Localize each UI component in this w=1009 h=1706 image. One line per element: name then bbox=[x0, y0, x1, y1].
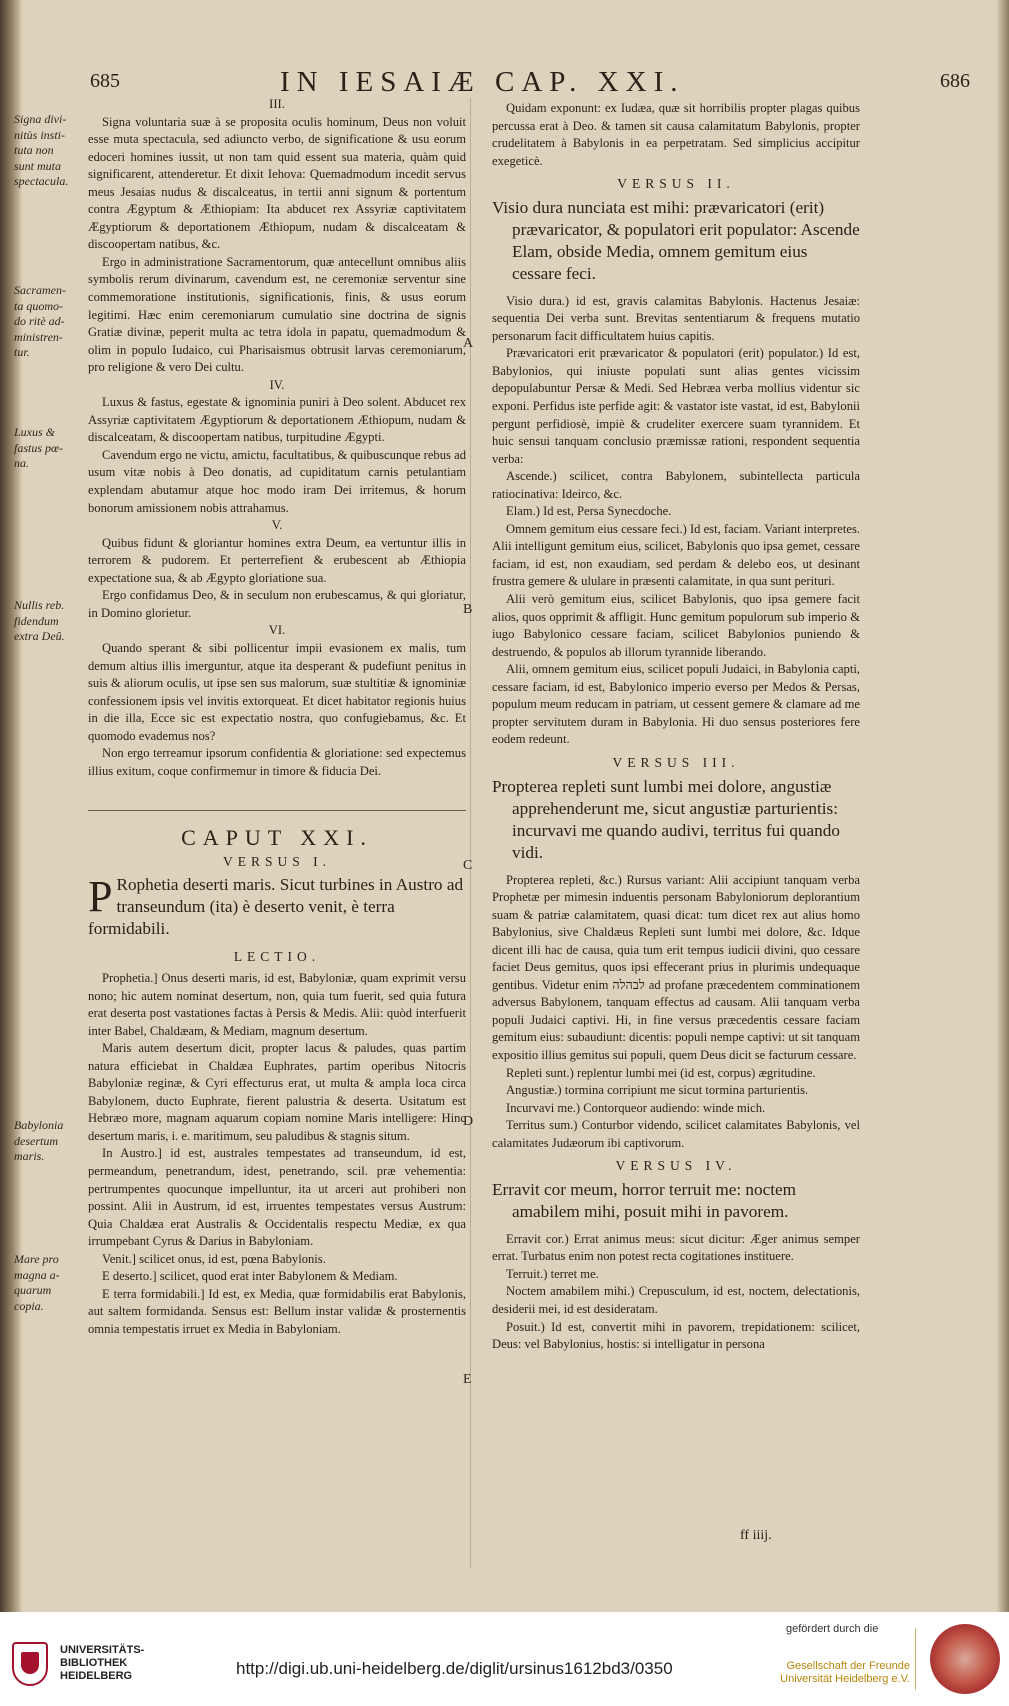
lectio-paragraph-1: Prophetia.] Onus deserti maris, id est, Babyloniæ, quam exprimit versu nono; hic autem nominat desertum, non, quia tum fuerit, sed quia futura erat deserta post vastationes factas à Persis & Medis. Alii: quòd interfuerit inter Babel, Chaldæam, & Mediam, magnum desertum. bbox=[88, 970, 466, 1038]
page-number-right: 686 bbox=[940, 70, 970, 92]
v2-paragraph-6: Alii verò gemitum eius, scilicet Babylonis, quo ipsa gemere facit alios, quos opprimit & affligit. Hunc gemitum populorum sub imperio & iugo Babylonico cessare faciam, scilicet Babylonios puniendo & destruendo, & populos ab illorum tyrannide liberando. bbox=[492, 592, 860, 659]
section-letter-b: B bbox=[463, 602, 473, 617]
heading-v: V. bbox=[271, 518, 283, 533]
versus-4-heading: VERSUS IV. bbox=[615, 1158, 737, 1174]
lectio-paragraph-3: In Austro.] id est, australes tempestates ad transeundum, id est, permeandum, penetrandum, idest, penetrando, scil. præ vehementia: pertrumpentes quocunque impelluntur, ita ut arceri aut prohiberi non possint. Alii in Austrum, id est, irruentes tempestates versus Austrum: Quia Chaldæa erat Australis & Occidentalis respectu Mediæ, ex qua irrumpebant Cyrus & Darius in Babyloniam. bbox=[88, 1146, 466, 1249]
funded-by-label: gefördert durch die bbox=[786, 1623, 879, 1635]
v2-paragraph-1: Visio dura.) id est, gravis calamitas Babylonis. Hactenus Jesaiæ: sequentia Dei verba sunt. Brevitas sententiarum & frequens mutatio personarum facit difficultatem huius capitis. bbox=[492, 293, 860, 343]
margin-note-sacramenta: Sacramen- ta quomo- do ritè ad- ministren- tur. bbox=[14, 283, 66, 359]
section-letter-a: A bbox=[463, 336, 474, 351]
v2-paragraph-4: Elam.) Id est, Persa Synecdoche. bbox=[506, 504, 672, 519]
lectio-paragraph-6: E terra formidabili.] Id est, ex Media, quæ formidabilis erat Babylonis, aut saltem formidanda. Sensus est: Bellum instar validæ & prosternentis omnia tempestatis irruet ex Media in Babyloniam. bbox=[88, 1286, 466, 1336]
paragraph-vi: Quando sperant & sibi pollicentur impii evasionem ex malis, tum demum altius illis imerguntur, atque ita desperant & pudefiunt penitus in suis & aliorum oculis, ut ipse sen sus malorum, suæ stultitiæ & ignominiæ confessionem ipsis vel invitis extorqueat. Et dicet habitator regionis huius in die illa, Ecce sic est expectatio nostra, quo confugiebamus, &c. Et quomodo evademus nos? bbox=[88, 640, 466, 743]
heading-iii: III. bbox=[269, 97, 285, 111]
lemma-verse-4: Erravit cor meum, horror terruit me: noctem amabilem mihi, posuit mihi in pavorem. bbox=[492, 1179, 797, 1221]
v4-paragraph-4: Posuit.) Id est, convertit mihi in pavorem, trepidationem: scilicet, Deus: vel Babylonius, hostis: si intelligatur in persona bbox=[492, 1319, 860, 1352]
right-column bbox=[492, 100, 860, 1354]
versus-3-heading: VERSUS III. bbox=[612, 754, 740, 770]
university-seal-icon[interactable] bbox=[930, 1624, 1000, 1694]
lectio-paragraph-2: Maris autem desertum dicit, propter lacus & paludes, quas partim natura efficiebat in Chaldæa Euphrates, partim operibus Nitocris Babyloniæ reginæ, & Cyri effecturus erat, ut multa & ampla loca circa Babylonem, ducto Euphrate, fierent palustria & deserta. Usitatum est Hebræo more, magnam aquarum copiam nomine Maris intelligere: Hinc desertum maris, i. e. maritimum, seu paludibus & stagnis situm. bbox=[88, 1041, 466, 1143]
section-letter-d: D bbox=[463, 1114, 474, 1129]
left-column bbox=[88, 96, 466, 1338]
paragraph-iii-2: Ergo in administratione Sacramentorum, quæ antecellunt omnibus aliis symbolis rerum divinarum, cavendum est, ne ceremoniæ serventur sine commemoratione institutionis, significationis, finis, & usus eorum legitimi. Hæc enim ceremoniarum cumulatio sine doctrina de signis Gratiæ divinæ, peperit multa ac tetra idola in papatu, quemadmodum & olim in populo Iudaico, cui Pharisaismus obtrusit larvas ceremoniarum, pro religione & vero Dei cultu. bbox=[88, 254, 466, 375]
section-letter-e: E bbox=[463, 1372, 472, 1387]
v2-paragraph-7: Alii, omnem gemitum eius, scilicet populi Judaici, in Babylonia capti, cessare faciam, id est, Babylonico imperio everso per Medos & Persas, populum meum reducam in patriam, ut cessent gemere & clamare ad me propter servitutem duram in Babylonia. Hi duo sensus posteriores fere eodem redeunt. bbox=[492, 662, 860, 747]
v3-paragraph-4: Incurvavi me.) Contorqueor audiendo: winde mich. bbox=[506, 1100, 766, 1115]
university-library-logo-icon[interactable] bbox=[12, 1642, 48, 1686]
margin-note-luxus: Luxus & fastus pœ- na. bbox=[14, 425, 64, 470]
sponsor-name[interactable]: Gesellschaft der Freunde Universität Heidelberg e.V. bbox=[780, 1660, 910, 1685]
v3-paragraph-1: Propterea repleti, &c.) Rursus variant: Alii accipiunt tanquam verba Prophetæ per mimesin induentis personam Babyloniorum deplorantium suam & patriæ calamitatem, quasi dicat: tum dicet rex aut alius homo Babylonius, sive Chaldæus Repleti sunt lumbi mei dolore, &c. Idque dicent illi hac de causa, quia tum erit tempus iudicii divini, quo cessare faciet Deus gemitus, quos ipsi effecerant prius in plurimis undequaque gentibus. Videtur enim לבהלה ad profane præcedentem comminationem adversus Babylonem, tanquam effectus ad causam. Alii tanquam verba populi Judaici captivi. Hi, in fine versus præcedentis cessare faciam gemitum eius: subaudiunt: dicentis: populi nempe captivi: ut sit tanquam expositio illius gemitus sui populi, quem Deus dicit se facturum cessare. bbox=[492, 872, 860, 1062]
library-name[interactable]: UNIVERSITÄTS- BIBLIOTHEK HEIDELBERG bbox=[60, 1644, 145, 1682]
v2-paragraph-5: Omnem gemitum eius cessare feci.) Id est, faciam. Variant interpretes. Alii intelligunt gemitum eius, scilicet, Babylonis quo ipsa gemet, cessare faciam, id est, non exaudiam, sed perdam & delebo eos, ut desinant frustra gemere & ululare in præsenti calamitate, in qua sunt perituri. bbox=[492, 521, 861, 589]
lectio-paragraph-4: Venit.] scilicet onus, id est, pœna Babylonis. bbox=[102, 1251, 326, 1266]
v3-paragraph-3: Angustiæ.) tormina corripiunt me sicut tormina parturientis. bbox=[506, 1083, 809, 1098]
lemma-verse-2: Visio dura nunciata est mihi: prævaricatori (erit) prævaricator, & populatori erit populator: Ascende Elam, obside Media, omnem gemitum eius cessare feci. bbox=[492, 197, 860, 283]
footer-divider bbox=[915, 1628, 916, 1690]
chapter-heading: CAPUT XXI. bbox=[88, 810, 466, 847]
margin-note-babylonia: Babylonia desertum maris. bbox=[14, 1118, 64, 1163]
running-header bbox=[90, 66, 970, 100]
paragraph-v-2: Ergo confidamus Deo, & in seculum non erubescamus, & qui gloriatur, in Domino glorietur. bbox=[88, 588, 466, 620]
versus-1-heading: VERSUS I. bbox=[222, 853, 331, 869]
lemma-verse-1 bbox=[88, 874, 466, 940]
v3-paragraph-2: Repleti sunt.) replentur lumbi mei (id est, corpus) ægritudine. bbox=[506, 1065, 816, 1080]
lectio-heading: LECTIO. bbox=[233, 949, 321, 965]
versus-2-heading: VERSUS II. bbox=[617, 176, 735, 192]
v4-paragraph-2: Terruit.) terret me. bbox=[506, 1266, 599, 1281]
v4-paragraph-1: Erravit cor.) Errat animus meus: sicut dicitur: Æger animus semper errat. Turbatus enim non potest recta cogitationes instituere. bbox=[492, 1231, 860, 1264]
paragraph-iii: Signa voluntaria suæ à se proposita oculis hominum, Deus non voluit esse muta spectacula, sed adiuncto verbo, de significatione & usu eorum edoceri homines iussit, ut non tam quid essent sua materia, quàm quid significarent, attenderetur. Et dixit Iehova: Quemadmodum incedit servus meus Jesaias nudus & discalceatus, in tertii anni signum & portentum contra Ægyptum & Æthiopiam: Ita abducet rex Assyriæ captivitatem Ægyptiorum & deportationem Æthiopum, nudam & discalceatam & discoopertam natibus, &c. bbox=[88, 114, 466, 252]
page-right-edge bbox=[997, 0, 1009, 1612]
paragraph-iv-2: Cavendum ergo ne victu, amictu, facultatibus, & quibuscunque rebus ad usum vitæ nobis à Deo donatis, ad cupiditatum carnis petulantiam explendam abutamur atque hoc modo iram Dei irritemus, & horum bonorum amissionem nobis attrahamus. bbox=[88, 447, 466, 515]
lemma-verse-3: Propterea repleti sunt lumbi mei dolore, angustiæ apprehenderunt me, sicut angustiæ parturientis: incurvavi me quando audivi, territus fui quando vidi. bbox=[492, 776, 840, 862]
v3-paragraph-5: Territus sum.) Conturbor videndo, scilicet calamitates Babylonis, vel calamitates Judæorum ibi captivorum. bbox=[492, 1118, 860, 1150]
page-number-left: 685 bbox=[90, 70, 120, 92]
running-title: IN IESAIÆ CAP. XXI. bbox=[280, 66, 685, 98]
v4-paragraph-3: Noctem amabilem mihi.) Crepusculum, id est, noctem, delectationis, desiderii mei, id est desideratam. bbox=[492, 1284, 860, 1316]
paragraph-vi-2: Non ergo terreamur ipsorum confidentia & gloriatione: sed expectemus illius exitum, coque confirmemur in timore & fiducia Dei. bbox=[88, 746, 466, 778]
margin-note-mare: Mare pro magna a- quarum copia. bbox=[14, 1252, 60, 1313]
signature-mark: ff iiij. bbox=[740, 1528, 772, 1543]
column-divider bbox=[470, 98, 471, 1568]
lectio-paragraph-5: E deserto.] scilicet, quod erat inter Babylonem & Mediam. bbox=[102, 1269, 398, 1284]
drop-cap: P bbox=[88, 872, 113, 922]
v2-paragraph-2: Prævaricatori erit prævaricator & populatori (erit) populator.) Id est, Babylonios, qui iniuste populati sunt alias gentes vicissim depopulabuntur Persæ & Medi. Sed Hebræa verba mollius videntur sic exponi. Perfidus iste perfide agit: & vastator iste vastat, id est, Babylonii pergunt perfidiosè, impiè & crudeliter exercere suam tyrannidem. Et huic sensui tanquam conclusio præmissæ rationi, respondent sequentia verba: bbox=[492, 346, 860, 466]
paragraph-iv: Luxus & fastus, egestate & ignominia puniri à Deo solent. Abducet rex Assyriæ captivitatem Ægyptiorum & deportationem Æthiopum, nudam & discalceatam, & discoopertam natibus, turpitudine Ægypti. bbox=[88, 395, 466, 445]
margin-note-signa: Signa divi- nitùs insti- tuta non sunt muta spectacula. bbox=[14, 112, 69, 188]
permalink-url[interactable]: http://digi.ub.uni-heidelberg.de/diglit/ursinus1612bd3/0350 bbox=[236, 1659, 673, 1678]
section-letter-c: C bbox=[463, 858, 473, 873]
intro-paragraph: Quidam exponunt: ex Iudæa, quæ sit horribilis propter plagas quibus percussa erat à Deo. & tamen sit causa calamitatum Babylonis, propter crudelitatem à Babylonis in ea perpetratam. Sed simplicius accipitur exegeticè. bbox=[492, 101, 860, 168]
digitization-footer bbox=[0, 1612, 1009, 1706]
v2-paragraph-3: Ascende.) scilicet, contra Babylonem, subintellecta particula ratiocinativa: Ideirco, &c. bbox=[492, 469, 860, 501]
paragraph-v: Quibus fidunt & gloriantur homines extra Deum, ea vertuntur illis in terrorem & pudorem. Et perterrefient & erubescent ab Æthiopia expectatione sua, & ab Ægypto gloriatione sua. bbox=[88, 535, 466, 585]
heading-vi: VI. bbox=[268, 623, 286, 638]
margin-note-nullis: Nullis reb. fidendum extra Deû. bbox=[14, 598, 65, 643]
lemma-verse-1-text: Rophetia deserti maris. Sicut turbines in Austro ad transeundum (ita) è deserto venit, è terra formidabili. bbox=[88, 875, 464, 939]
heading-iv: IV. bbox=[269, 377, 285, 392]
page-binding-edge bbox=[0, 0, 22, 1612]
